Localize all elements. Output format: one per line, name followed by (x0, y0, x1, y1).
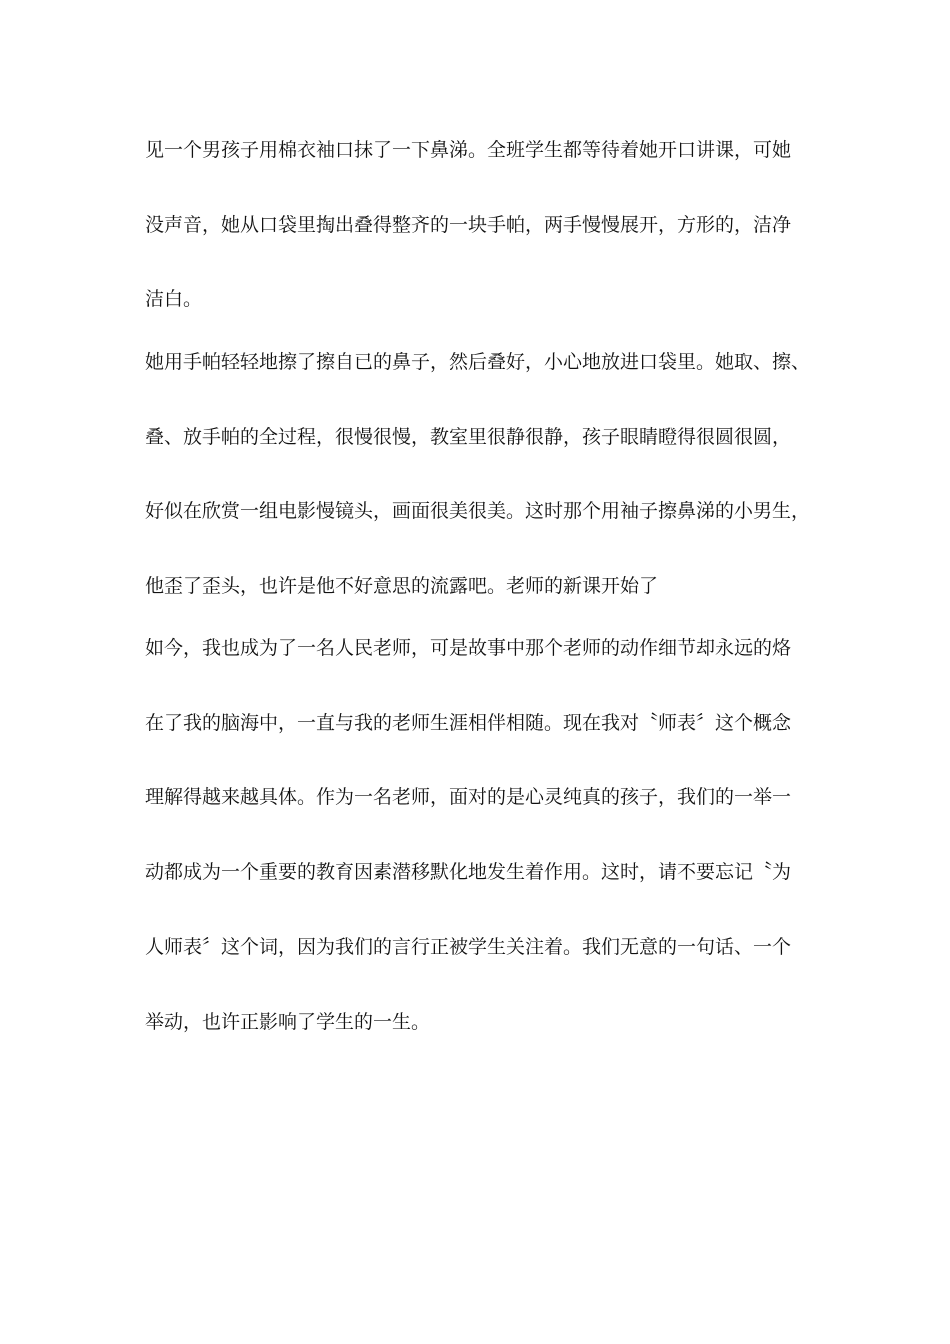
text-line: 他歪了歪头，也许是他不好意思的流露吧。老师的新课开始了 (145, 575, 659, 597)
text-line: 洁白。 (145, 288, 203, 310)
text-line: 人师表〞这个词，因为我们的言行正被学生关注着。我们无意的一句话、一个 (145, 936, 792, 958)
text-line: 动都成为一个重要的教育因素潜移默化地发生着作用。这时，请不要忘记〝为 (145, 861, 792, 883)
text-line: 她用手帕轻轻地擦了擦自已的鼻子，然后叠好，小心地放进口袋里。她取、擦、 (145, 351, 811, 373)
text-line: 如今，我也成为了一名人民老师，可是故事中那个老师的动作细节却永远的烙 (145, 637, 792, 659)
text-line: 好似在欣赏一组电影慢镜头，画面很美很美。这时那个用袖子擦鼻涕的小男生， (145, 500, 811, 522)
text-line: 在了我的脑海中，一直与我的老师生涯相伴相随。现在我对〝师表〞这个概念 (145, 712, 792, 734)
text-line: 叠、放手帕的全过程，很慢很慢，教室里很静很静，孩子眼睛瞪得很圆很圆， (145, 426, 792, 448)
text-line: 理解得越来越具体。作为一名老师，面对的是心灵纯真的孩子，我们的一举一 (145, 786, 792, 808)
text-line: 见一个男孩子用棉衣袖口抹了一下鼻涕。全班学生都等待着她开口讲课，可她 (145, 139, 792, 161)
text-line: 举动，也许正影响了学生的一生。 (145, 1011, 431, 1033)
text-line: 没声音，她从口袋里掏出叠得整齐的一块手帕，两手慢慢展开，方形的，洁净 (145, 214, 792, 236)
